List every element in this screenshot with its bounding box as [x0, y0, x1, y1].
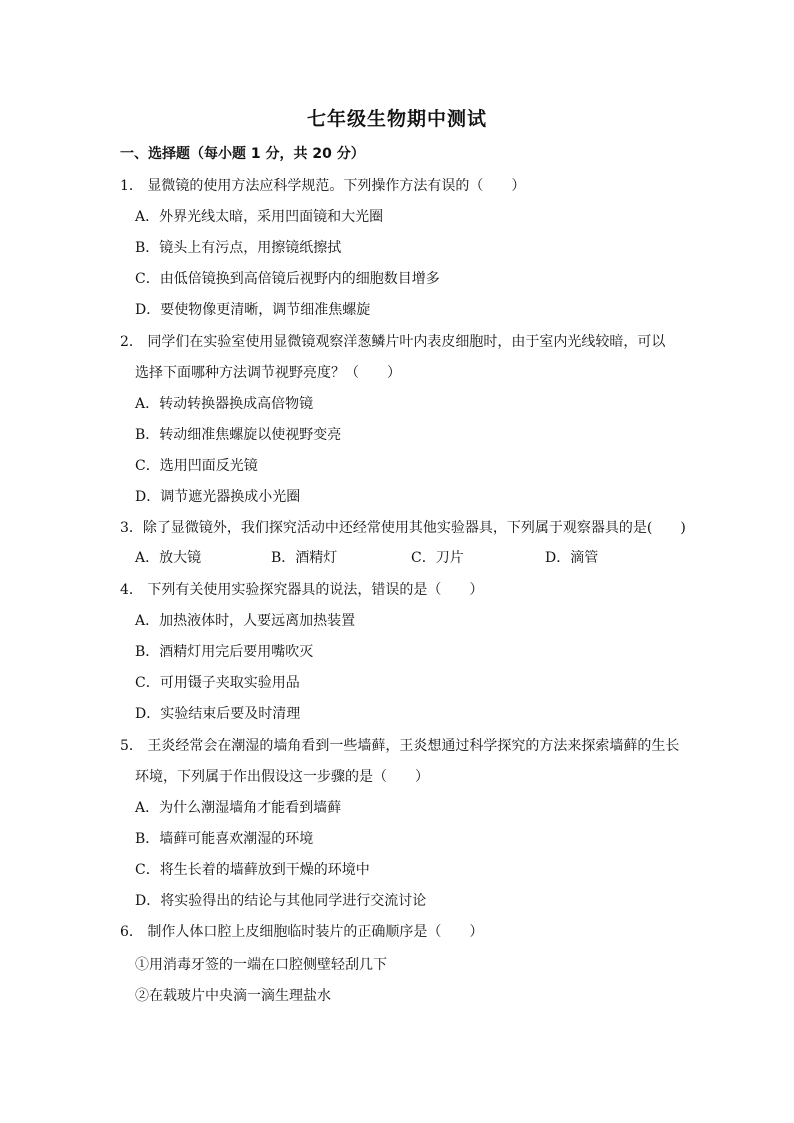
question-2-stem-continued: 选择下面哪种方法调节视野亮度？（ ） — [135, 365, 401, 381]
question-2-option-b: B．转动细准焦螺旋以使视野变亮 — [135, 427, 342, 443]
question-3-option-d: D．滴管 — [545, 550, 599, 566]
question-1-option-b: B．镜头上有污点，用擦镜纸擦拭 — [135, 240, 342, 256]
section-heading: 一、选择题（每小题 1 分，共 20 分） — [120, 146, 365, 162]
question-4-stem: 4． 下列有关使用实验探究器具的说法，错误的是（ ） — [120, 582, 484, 598]
question-1-stem: 1． 显微镜的使用方法应科学规范。下列操作方法有误的（ ） — [120, 178, 526, 194]
question-4-option-c: C．可用镊子夹取实验用品 — [135, 675, 300, 691]
question-1-option-c: C．由低倍镜换到高倍镜后视野内的细胞数目增多 — [135, 271, 440, 287]
question-3-stem: 3．除了显微镜外，我们探究活动中还经常使用其他实验器具，下列属于观察器具的是( ) — [120, 520, 686, 536]
question-5-option-d: D．将实验得出的结论与其他同学进行交流讨论 — [135, 893, 427, 909]
question-5-option-a: A．为什么潮湿墙角才能看到墙藓 — [135, 800, 342, 816]
question-3-option-c: C．刀片 — [411, 550, 464, 566]
question-1-option-d: D．要使物像更清晰，调节细准焦螺旋 — [135, 302, 371, 318]
question-1-option-a: A．外界光线太暗，采用凹面镜和大光圈 — [135, 209, 384, 225]
question-6-step-2: ②在载玻片中央滴一滴生理盐水 — [135, 988, 331, 1004]
question-6-step-1: ①用消毒牙签的一端在口腔侧壁轻刮几下 — [135, 957, 387, 973]
question-2-option-a: A．转动转换器换成高倍物镜 — [135, 396, 314, 412]
question-4-option-b: B．酒精灯用完后要用嘴吹灭 — [135, 644, 314, 660]
question-4-option-a: A．加热液体时，人要远离加热装置 — [135, 613, 356, 629]
question-6-stem: 6． 制作人体口腔上皮细胞临时装片的正确顺序是（ ） — [120, 924, 484, 940]
question-3-option-a: A．放大镜 — [135, 550, 202, 566]
page-title: 七年级生物期中测试 — [306, 108, 487, 130]
question-2-stem: 2． 同学们在实验室使用显微镜观察洋葱鳞片叶内表皮细胞时，由于室内光线较暗，可以 — [120, 334, 666, 350]
question-2-option-d: D．调节遮光器换成小光圈 — [135, 489, 301, 505]
question-5-stem: 5． 王炎经常会在潮湿的墙角看到一些墙藓，王炎想通过科学探究的方法来探索墙藓的生长 — [120, 738, 680, 754]
question-5-stem-continued: 环境，下列属于作出假设这一步骤的是（ ） — [135, 769, 429, 785]
question-5-option-c: C．将生长着的墙藓放到干燥的环境中 — [135, 862, 370, 878]
question-4-option-d: D．实验结束后要及时清理 — [135, 706, 301, 722]
question-2-option-c: C．选用凹面反光镜 — [135, 458, 258, 474]
question-3-option-b: B．酒精灯 — [271, 550, 338, 566]
question-5-option-b: B．墙藓可能喜欢潮湿的环境 — [135, 831, 314, 847]
